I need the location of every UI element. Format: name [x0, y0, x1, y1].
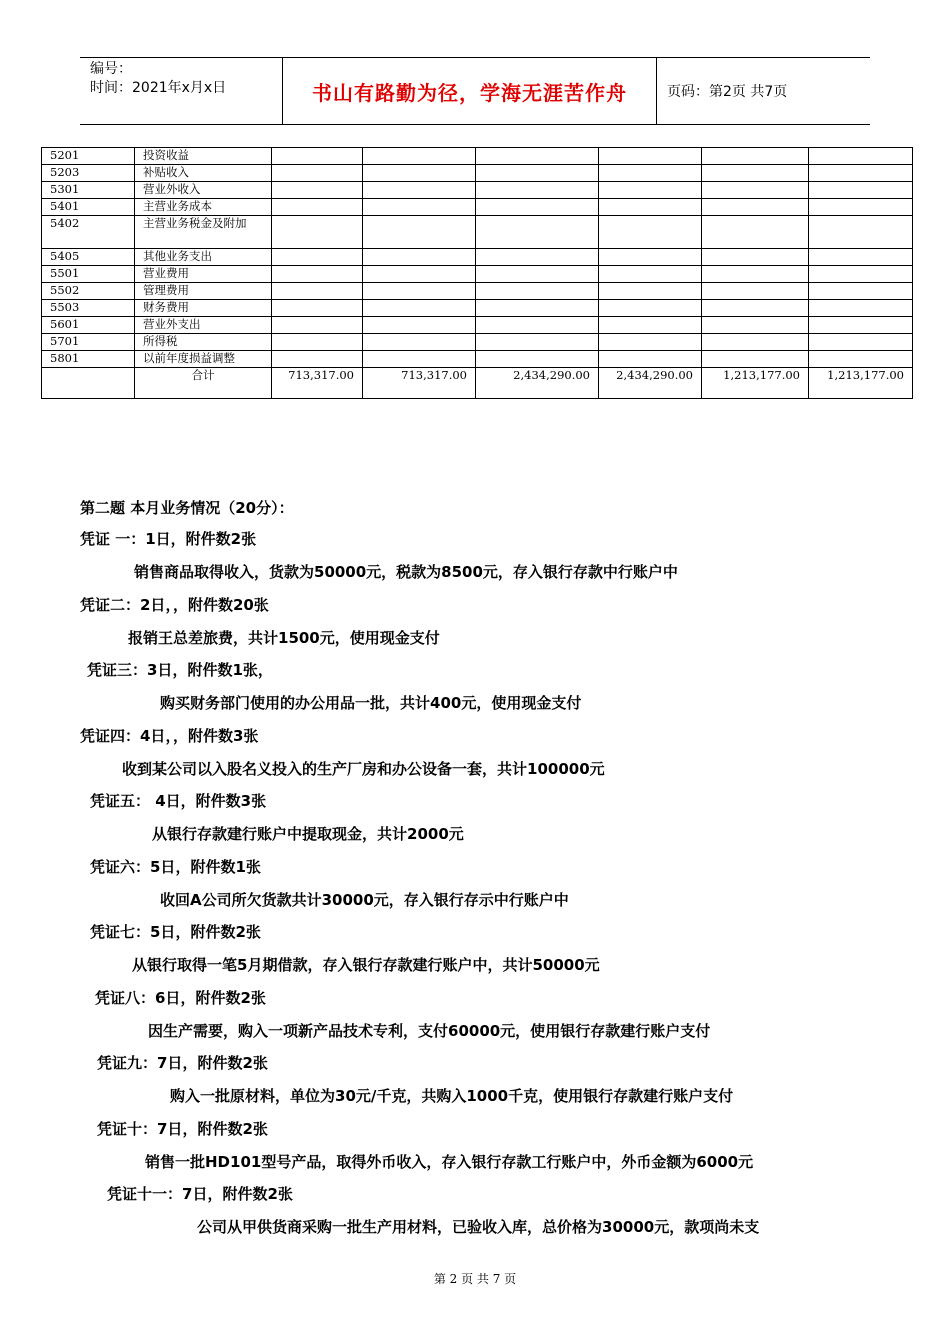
- voucher-description: 购买财务部门使用的办公用品一批，共计400元，使用现金支付: [160, 694, 582, 712]
- amount-cell: [272, 148, 363, 165]
- amount-cell: [702, 317, 809, 334]
- amount-cell: [599, 334, 702, 351]
- total-amount: 1,213,177.00: [702, 368, 809, 399]
- amount-cell: [809, 216, 913, 249]
- account-name: 其他业务支出: [135, 249, 272, 266]
- total-amount: 2,434,290.00: [599, 368, 702, 399]
- amount-cell: [702, 249, 809, 266]
- table-row: [42, 317, 913, 334]
- amount-cell: [476, 199, 599, 216]
- table-row: [42, 216, 913, 249]
- amount-cell: [272, 300, 363, 317]
- amount-cell: [702, 351, 809, 368]
- amount-cell: [599, 266, 702, 283]
- voucher-heading: 凭证九：7日，附件数2张: [97, 1054, 268, 1072]
- amount-cell: [272, 165, 363, 182]
- total-amount: 713,317.00: [272, 368, 363, 399]
- amount-cell: [599, 249, 702, 266]
- voucher-description: 因生产需要，购入一项新产品技术专利，支付60000元，使用银行存款建行账户支付: [148, 1021, 711, 1040]
- amount-cell: [272, 199, 363, 216]
- voucher-heading: 凭证十：7日，附件数2张: [97, 1119, 268, 1138]
- amount-cell: [476, 334, 599, 351]
- amount-cell: [599, 351, 702, 368]
- account-code: 5402: [42, 216, 135, 249]
- question-title: 第二题 本月业务情况（20分）：: [80, 499, 294, 517]
- amount-cell: [599, 182, 702, 199]
- amount-cell: [363, 182, 476, 199]
- account-code: 5301: [42, 182, 135, 199]
- amount-cell: [702, 266, 809, 283]
- table-row: [42, 199, 913, 216]
- amount-cell: [599, 165, 702, 182]
- voucher-description: 从银行取得一笔5月期借款，存入银行存款建行账户中，共计50000元: [132, 956, 600, 974]
- total-label: 合计: [135, 368, 272, 399]
- account-name: 营业费用: [135, 266, 272, 283]
- table-row: [42, 334, 913, 351]
- amount-cell: [702, 334, 809, 351]
- amount-cell: [702, 283, 809, 300]
- amount-cell: [363, 165, 476, 182]
- account-code: 5203: [42, 165, 135, 182]
- amount-cell: [599, 300, 702, 317]
- amount-cell: [702, 165, 809, 182]
- time-label: 时间：2021年x月x日: [90, 80, 227, 96]
- voucher-description: 销售商品取得收入，货款为50000元，税款为8500元，存入银行存款中行账户中: [134, 563, 678, 581]
- amount-cell: [476, 148, 599, 165]
- amount-cell: [272, 283, 363, 300]
- header-page-label: 页码：第2页 共7页: [667, 84, 788, 100]
- total-amount: 713,317.00: [363, 368, 476, 399]
- ledger-body: [42, 148, 913, 399]
- voucher-heading: 凭证八：6日，附件数2张: [95, 988, 266, 1007]
- amount-cell: [476, 182, 599, 199]
- voucher-description: 公司从甲供货商采购一批生产用材料，已验收入库，总价格为30000元，款项尚未支: [197, 1218, 760, 1236]
- amount-cell: [272, 216, 363, 249]
- amount-cell: [599, 216, 702, 249]
- amount-cell: [272, 317, 363, 334]
- amount-cell: [363, 148, 476, 165]
- amount-cell: [476, 351, 599, 368]
- amount-cell: [363, 216, 476, 249]
- voucher-heading: 凭证 一：1日，附件数2张: [80, 530, 257, 548]
- amount-cell: [363, 199, 476, 216]
- table-row: [42, 300, 913, 317]
- amount-cell: [809, 351, 913, 368]
- account-name: 管理费用: [135, 283, 272, 300]
- amount-cell: [809, 249, 913, 266]
- amount-cell: [363, 300, 476, 317]
- voucher-description: 收回A公司所欠货款共计30000元，存入银行存示中行账户中: [160, 890, 569, 909]
- table-row: [42, 165, 913, 182]
- table-row: [42, 283, 913, 300]
- total-amount: 2,434,290.00: [476, 368, 599, 399]
- amount-cell: [476, 317, 599, 334]
- account-name: 投资收益: [135, 148, 272, 165]
- amount-cell: [42, 368, 135, 399]
- account-code: 5701: [42, 334, 135, 351]
- table-row: [42, 249, 913, 266]
- amount-cell: [476, 266, 599, 283]
- voucher-heading: 凭证六：5日，附件数1张: [90, 857, 261, 876]
- amount-cell: [272, 334, 363, 351]
- account-name: 营业外支出: [135, 317, 272, 334]
- voucher-description: 销售一批HD101型号产品，取得外币收入，存入银行存款工行账户中，外币金额为6000元: [145, 1152, 754, 1171]
- amount-cell: [476, 216, 599, 249]
- account-name: 所得税: [135, 334, 272, 351]
- voucher-heading: 凭证五： 4日，附件数3张: [90, 792, 267, 810]
- amount-cell: [809, 165, 913, 182]
- amount-cell: [702, 216, 809, 249]
- voucher-heading: 凭证十一：7日，附件数2张: [107, 1185, 293, 1203]
- amount-cell: [599, 199, 702, 216]
- voucher-heading: 凭证四：4日，，附件数3张: [80, 726, 259, 745]
- amount-cell: [809, 300, 913, 317]
- account-code: 5801: [42, 351, 135, 368]
- amount-cell: [702, 182, 809, 199]
- amount-cell: [702, 199, 809, 216]
- voucher-heading: 凭证二：2日，，附件数20张: [80, 595, 269, 614]
- amount-cell: [363, 351, 476, 368]
- amount-cell: [599, 148, 702, 165]
- account-name: 营业外收入: [135, 182, 272, 199]
- account-code: 5405: [42, 249, 135, 266]
- amount-cell: [363, 334, 476, 351]
- table-row: [42, 148, 913, 165]
- table-row: [42, 351, 913, 368]
- header-motto: 书山有路勤为径，学海无涯苦作舟: [282, 58, 657, 124]
- amount-cell: [809, 334, 913, 351]
- amount-cell: [272, 182, 363, 199]
- amount-cell: [272, 351, 363, 368]
- amount-cell: [363, 266, 476, 283]
- total-row: [42, 368, 913, 399]
- amount-cell: [476, 300, 599, 317]
- voucher-description: 购入一批原材料，单位为30元/千克，共购入1000千克，使用银行存款建行账户支付: [170, 1087, 734, 1105]
- account-name: 主营业务税金及附加: [135, 216, 272, 249]
- account-code: 5401: [42, 199, 135, 216]
- amount-cell: [599, 317, 702, 334]
- amount-cell: [702, 148, 809, 165]
- amount-cell: [363, 317, 476, 334]
- account-code: 5503: [42, 300, 135, 317]
- voucher-description: 报销王总差旅费，共计1500元，使用现金支付: [128, 628, 440, 647]
- account-name: 补贴收入: [135, 165, 272, 182]
- header-meta: [80, 58, 282, 124]
- amount-cell: [476, 165, 599, 182]
- account-name: 财务费用: [135, 300, 272, 317]
- total-amount: 1,213,177.00: [809, 368, 913, 399]
- voucher-description: 从银行存款建行账户中提取现金，共计2000元: [152, 825, 464, 843]
- amount-cell: [476, 283, 599, 300]
- voucher-heading: 凭证三：3日，附件数1张，: [87, 661, 273, 679]
- amount-cell: [809, 317, 913, 334]
- account-name: 以前年度损益调整: [135, 351, 272, 368]
- amount-cell: [809, 148, 913, 165]
- amount-cell: [363, 249, 476, 266]
- account-code: 5501: [42, 266, 135, 283]
- account-code: 5201: [42, 148, 135, 165]
- voucher-description: 收到某公司以入股名义投入的生产厂房和办公设备一套，共计100000元: [122, 759, 605, 778]
- amount-cell: [272, 249, 363, 266]
- amount-cell: [272, 266, 363, 283]
- account-code: 5502: [42, 283, 135, 300]
- amount-cell: [476, 249, 599, 266]
- page-header: [80, 57, 870, 125]
- amount-cell: [363, 283, 476, 300]
- account-code: 5601: [42, 317, 135, 334]
- table-row: [42, 266, 913, 283]
- amount-cell: [809, 283, 913, 300]
- amount-cell: [809, 266, 913, 283]
- amount-cell: [702, 300, 809, 317]
- table-row: [42, 182, 913, 199]
- amount-cell: [599, 283, 702, 300]
- ledger-table: [41, 147, 913, 399]
- amount-cell: [809, 199, 913, 216]
- page-footer: 第 2 页 共 7 页: [433, 1272, 517, 1286]
- amount-cell: [809, 182, 913, 199]
- voucher-heading: 凭证七：5日，附件数2张: [90, 923, 261, 941]
- account-name: 主营业务成本: [135, 199, 272, 216]
- serial-label: 编号：: [90, 61, 132, 77]
